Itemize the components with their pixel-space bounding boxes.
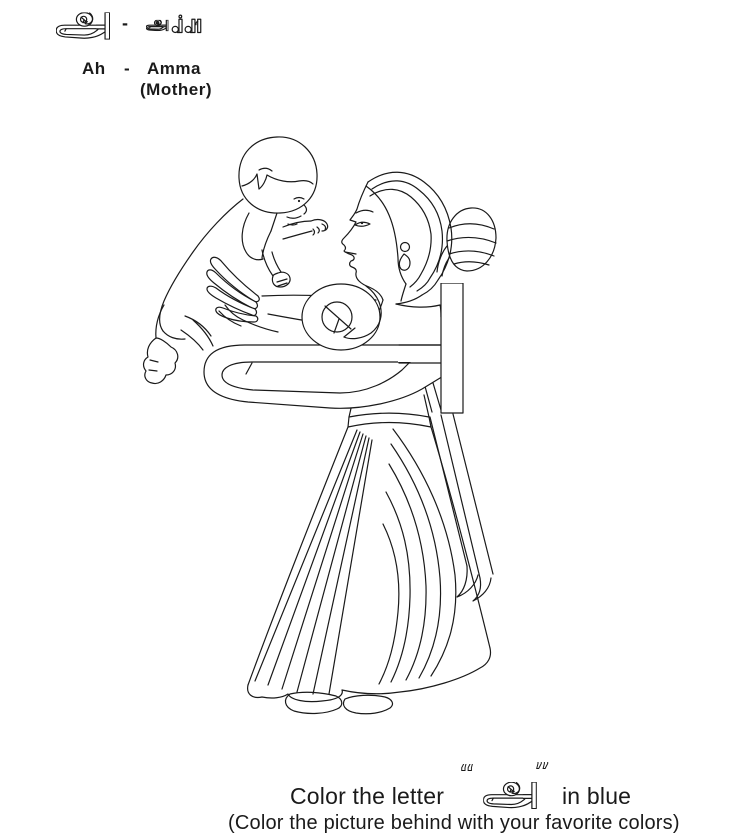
header-tamil-word-glyph (146, 14, 214, 36)
caption-letter-glyph (483, 782, 537, 809)
transliteration-separator: - (124, 59, 131, 78)
caption-prefix: Color the letter (290, 783, 445, 809)
mother-hands (207, 257, 278, 332)
svg-text:“: “ (459, 764, 476, 790)
caption-suffix: in blue (562, 783, 632, 809)
word-meaning: (Mother) (140, 80, 212, 99)
transliteration-word: Amma (147, 59, 201, 78)
transliteration-letter: Ah (82, 59, 106, 78)
svg-text:”: ” (534, 762, 551, 788)
header-separator: - (122, 13, 128, 33)
mother-figure (248, 172, 496, 714)
header-tamil-letter-glyph (56, 12, 110, 40)
caption-line2: (Color the picture behind with your favorite colors) (228, 812, 680, 834)
close-quote (533, 762, 563, 788)
